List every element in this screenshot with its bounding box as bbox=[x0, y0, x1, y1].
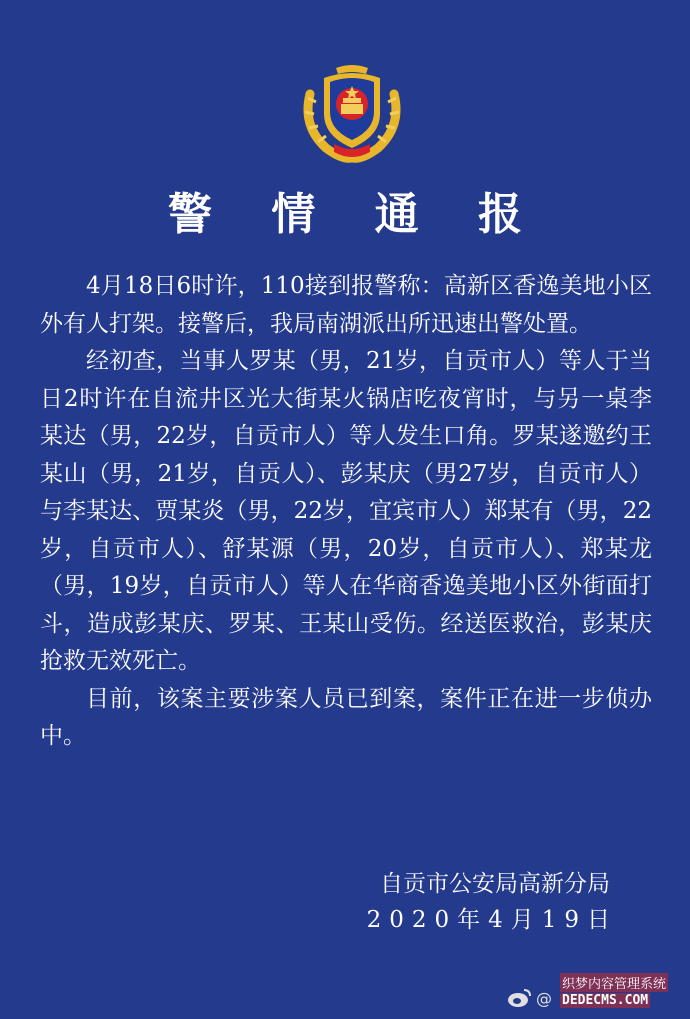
signature-date: 2020年4月19日 bbox=[366, 907, 618, 933]
signature-department: 自贡市公安局高新分局 bbox=[380, 871, 610, 897]
watermark bbox=[506, 971, 684, 1013]
weibo-logo-icon bbox=[506, 987, 532, 1009]
watermark-at: @ bbox=[536, 989, 552, 1008]
paragraph-1: 4月18日6时许，110接到报警称：高新区香逸美地小区外有人打架。接警后，我局南湖派出所迅速出警处置。 bbox=[40, 273, 652, 337]
watermark-text-cn: 织梦内容管理系统 bbox=[560, 973, 668, 992]
police-emblem-icon bbox=[296, 64, 408, 164]
notice-body bbox=[40, 268, 652, 756]
notice-title: 警 情 通 报 bbox=[168, 189, 544, 240]
watermark-text-en: DEDECMS.COM bbox=[562, 993, 649, 1008]
signature-block bbox=[366, 866, 618, 938]
paragraph-2: 经初查，当事人罗某（男，21岁，自贡市人）等人于当日2时许在自流井区光大街某火锅店吃夜宵时，与另一桌李某达（男，22岁，自贡市人）等人发生口角。罗某遂邀约王某山（男，21岁，自贡人）、彭某庆（男27岁，自贡市人）与李某达、贾某炎（男，22岁，宜宾市人）郑某有（男，22岁，自贡市人）、舒某源（男，20岁，自贡市人）、郑某龙（男，19岁，自贡市人）等人在华商香逸美地小区外街面打斗，造成彭某庆、罗某、王某山受伤。经送医救治，彭某庆抢救无效死亡。 bbox=[40, 348, 652, 674]
paragraph-3: 目前，该案主要涉案人员已到案，案件正在进一步侦办中。 bbox=[40, 685, 652, 749]
